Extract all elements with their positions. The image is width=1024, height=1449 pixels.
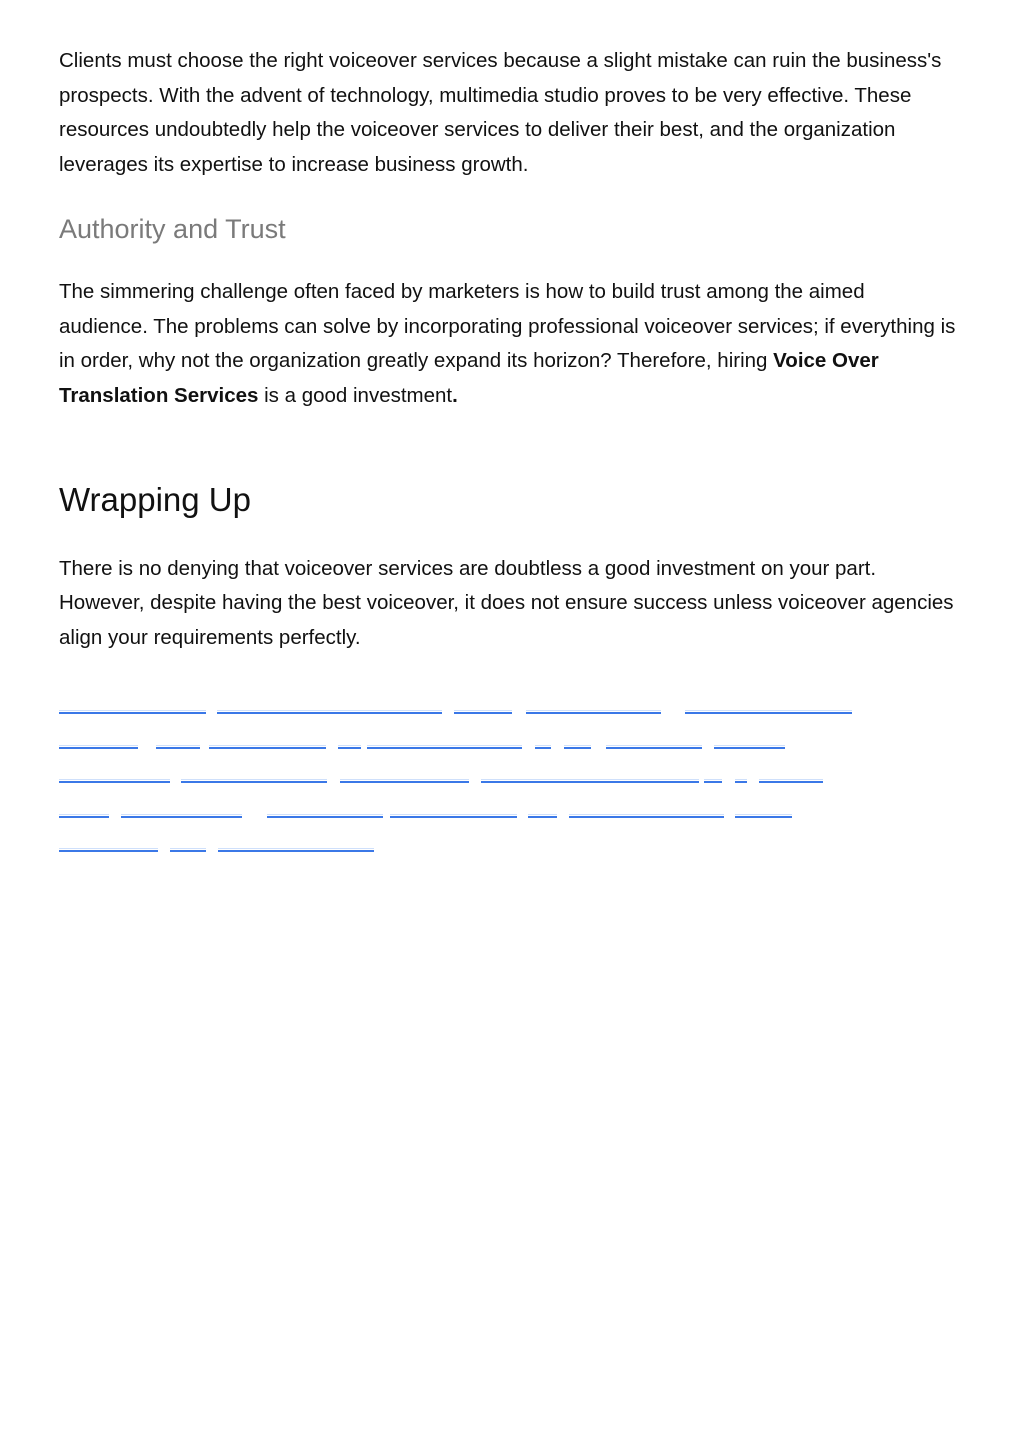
link-underline[interactable] bbox=[759, 781, 823, 783]
authority-trust-subheading: Authority and Trust bbox=[59, 213, 286, 244]
link-underline[interactable] bbox=[267, 816, 383, 818]
link-underline[interactable] bbox=[156, 747, 200, 749]
wrapping-up-paragraph: There is no denying that voiceover services are doubtless a good investment on your part. However, despite having the best voiceover, it does not ensure success unless voiceover agencies align your requirements perfectly. bbox=[59, 556, 954, 650]
link-underline[interactable] bbox=[481, 781, 699, 783]
link-underline[interactable] bbox=[735, 781, 747, 783]
link-underline[interactable] bbox=[340, 781, 469, 783]
wrapping-up-heading: Wrapping Up bbox=[59, 480, 251, 518]
link-underline[interactable] bbox=[59, 712, 206, 714]
authority-paragraph bbox=[59, 275, 959, 414]
intro-paragraph: Clients must choose the right voiceover services because a slight mistake can ruin the business's prospects. With the advent of technology, multimedia studio proves to be very effective. These resources undoubtedly help the voiceover services to deliver their best, and the organization leverages its expertise to increase business growth. bbox=[59, 49, 942, 177]
link-underline[interactable] bbox=[338, 747, 361, 749]
link-underline[interactable] bbox=[714, 747, 785, 749]
link-row bbox=[59, 812, 959, 847]
link-underline[interactable] bbox=[59, 747, 138, 749]
link-row bbox=[59, 846, 959, 881]
link-underline[interactable] bbox=[367, 747, 522, 749]
authority-paragraph-period: . bbox=[452, 383, 458, 407]
link-underline[interactable] bbox=[685, 712, 852, 714]
link-underline[interactable] bbox=[170, 850, 206, 852]
link-underline[interactable] bbox=[209, 747, 326, 749]
link-underline[interactable] bbox=[454, 712, 512, 714]
link-row bbox=[59, 743, 959, 778]
link-underline[interactable] bbox=[735, 816, 792, 818]
hidden-links-block bbox=[59, 708, 959, 881]
document-page bbox=[59, 44, 959, 656]
authority-paragraph-text: The simmering challenge often faced by marketers is how to build trust among the aimed audience. The problems can solve by incorporating professional voiceover services; if everything is in order, why not the organization greatly expand its horizon? Therefore, hiring bbox=[59, 279, 956, 373]
link-underline[interactable] bbox=[59, 850, 158, 852]
link-row bbox=[59, 777, 959, 812]
link-underline[interactable] bbox=[535, 747, 551, 749]
voice-over-translation-services-bold: Voice Over Translation Services bbox=[59, 349, 879, 407]
link-row bbox=[59, 708, 959, 743]
link-underline[interactable] bbox=[526, 712, 661, 714]
link-underline[interactable] bbox=[181, 781, 327, 783]
link-underline[interactable] bbox=[704, 781, 722, 783]
link-underline[interactable] bbox=[528, 816, 557, 818]
link-underline[interactable] bbox=[217, 712, 442, 714]
link-underline[interactable] bbox=[569, 816, 724, 818]
authority-paragraph-tail: is a good investment bbox=[258, 383, 453, 407]
link-underline[interactable] bbox=[390, 816, 517, 818]
link-underline[interactable] bbox=[564, 747, 591, 749]
link-underline[interactable] bbox=[218, 850, 374, 852]
link-underline[interactable] bbox=[59, 781, 170, 783]
link-underline[interactable] bbox=[606, 747, 702, 749]
link-underline[interactable] bbox=[59, 816, 109, 818]
link-underline[interactable] bbox=[121, 816, 242, 818]
